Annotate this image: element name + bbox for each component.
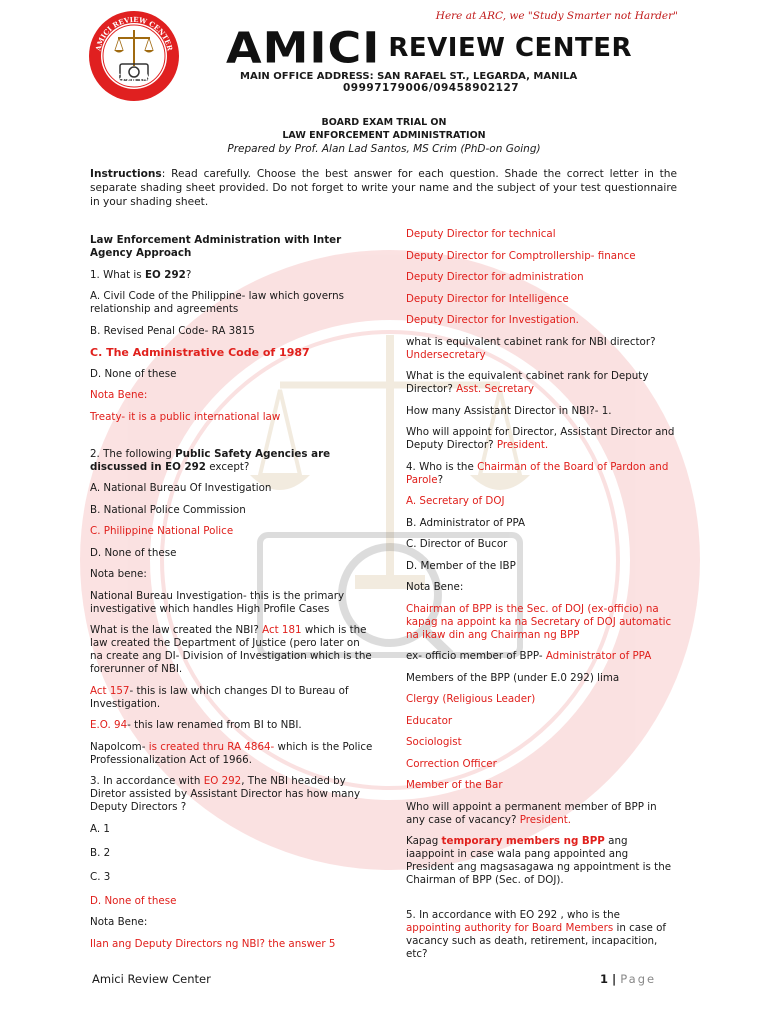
bpp-member-item: Member of the Bar xyxy=(406,779,503,791)
q4-option-c: C. Director of Bucor xyxy=(406,538,508,550)
tagline: Here at ARC, we "Study Smarter not Harder" xyxy=(435,10,678,22)
doc-title-line1: BOARD EXAM TRIAL ON xyxy=(321,117,447,128)
nota-bene-text: National Bureau Investigation- this is the primary investigative which handles High Profile Cases xyxy=(90,589,345,615)
nota-bene-label: Nota Bene: xyxy=(406,581,464,593)
nota-bene-text: Ilan ang Deputy Directors ng NBI? the answer 5 xyxy=(90,937,336,950)
q3-option-c: C. 3 xyxy=(90,870,111,883)
nota-bene-label: Nota bene: xyxy=(90,568,147,580)
letterhead xyxy=(88,10,678,102)
q2-option-d: D. None of these xyxy=(90,546,177,559)
seal-top-text: AMICI REVIEW CENTER xyxy=(93,14,175,52)
ex-officio-note: ex- officio member of BPP- Administrator of PPA xyxy=(406,650,652,662)
brand-main: AMICI xyxy=(226,23,381,73)
q4-option-a: A. Secretary of DOJ xyxy=(406,495,505,507)
q3-option-d: D. None of these xyxy=(90,894,177,907)
q4-option-d: D. Member of the IBP xyxy=(406,559,516,572)
eo94-note: E.O. 94- this law renamed from BI to NBI. xyxy=(90,719,302,731)
napolcom-note: Napolcom- is created thru RA 4864- which is the Police Professionalization Act of 1966. xyxy=(90,740,373,766)
nota-bene-text: Chairman of BPP is the Sec. of DOJ (ex-officio) na kapag na appoint ka na Secretary of DOJ automatic na ikaw din ang Chairman ng BPP xyxy=(406,602,672,641)
deputy-director-item: Deputy Director for Comptrollership- finance xyxy=(406,249,636,262)
instructions-text: : Read carefully. Choose the best answer for each question. Shade the correct letter in the separate shading sheet provided. Do not forget to write your name and the subject of your test questionnaire in your shading sheet. xyxy=(90,168,677,208)
q3-option-b: B. 2 xyxy=(90,846,111,859)
nbi-law-note: What is the law created the NBI? Act 181 which is the law created the Department of Justice (pero later on na create ang DI- Division of Investigation which is the forerunner of NBI. xyxy=(90,624,372,675)
q3-question: 3. In accordance with EO 292, The NBI headed by Diretor assisted by Assistant Director has how many Deputy Directors ? xyxy=(90,775,361,813)
section-title: Law Enforcement Administration with Inter Agency Approach xyxy=(90,234,342,259)
q4-option-b: B. Administrator of PPA xyxy=(406,516,526,529)
prepared-by: Prepared by Prof. Alan Lad Santos, MS Crim (PhD-on Going) xyxy=(227,143,541,155)
deputy-director-item: Deputy Director for Intelligence xyxy=(406,292,569,305)
cabinet-rank-deputy: What is the equivalent cabinet rank for Deputy Director? Asst. Secretary xyxy=(406,370,649,395)
seal-bottom-text: OFFICIAL xyxy=(114,71,154,86)
q1-option-a: A. Civil Code of the Philippine- law which governs relationship and agreements xyxy=(90,290,344,315)
deputy-director-item: Deputy Director for technical xyxy=(406,228,556,240)
q2-option-a: A. National Bureau Of Investigation xyxy=(90,482,272,494)
bpp-member-item: Educator xyxy=(406,714,453,727)
q2-option-b: B. National Police Commission xyxy=(90,503,246,516)
q1-option-d: D. None of these xyxy=(90,367,177,380)
footer-brand: Amici Review Center xyxy=(92,972,211,986)
nota-bene-label: Nota Bene: xyxy=(90,916,148,928)
bpp-member-item: Correction Officer xyxy=(406,757,497,770)
instructions-label: Instructions xyxy=(90,168,162,180)
q2-question: 2. The following Public Safety Agencies are discussed in EO 292 except? xyxy=(90,447,331,473)
deputy-director-item: Deputy Director for administration xyxy=(406,271,584,283)
bpp-members-heading: Members of the BPP (under E.0 292) lima xyxy=(406,671,620,684)
left-column xyxy=(90,228,375,959)
appointing-authority-note: Who will appoint for Director, Assistant Director and Deputy Director? President. xyxy=(406,426,675,451)
amici-seal-logo xyxy=(88,10,180,102)
nota-bene-text: Treaty- it is a public international law xyxy=(90,410,281,423)
q2-option-c: C. Philippine National Police xyxy=(90,525,234,537)
q5-question: 5. In accordance with EO 292 , who is the appointing authority for Board Members in case of vacancy such as death, retirement, incapacition, etc? xyxy=(406,909,666,960)
q1-option-c: C. The Administrative Code of 1987 xyxy=(90,346,310,359)
phone-numbers: 09997179006/09458902127 xyxy=(343,82,520,94)
q4-question: 4. Who is the Chairman of the Board of Pardon and Parole? xyxy=(406,460,669,486)
brand-sub: REVIEW CENTER xyxy=(388,33,633,63)
office-address: MAIN OFFICE ADDRESS: SAN RAFAEL ST., LEGARDA, MANILA xyxy=(240,71,578,82)
act157-note: Act 157- this is law which changes DI to Bureau of Investigation. xyxy=(90,684,349,710)
instructions xyxy=(90,167,677,209)
assistant-director-count: How many Assistant Director in NBI?- 1. xyxy=(406,404,612,417)
q1-option-b: B. Revised Penal Code- RA 3815 xyxy=(90,324,255,337)
bpp-member-item: Clergy (Religious Leader) xyxy=(406,693,536,705)
q3-option-a: A. 1 xyxy=(90,822,110,835)
bpp-member-item: Sociologist xyxy=(406,736,462,748)
temporary-members-note: Kapag temporary members ng BPP ang iaappoint in case wala pang appointed ang President ang magsasagawa ng appointment is the Chairman of BPP (Sec. of DOJ). xyxy=(406,835,672,886)
q1-question: 1. What is EO 292? xyxy=(90,268,192,281)
deputy-director-item: Deputy Director for Investigation. xyxy=(406,314,579,326)
doc-title-line2: LAW ENFORCEMENT ADMINISTRATION xyxy=(282,130,486,141)
nota-bene-label: Nota Bene: xyxy=(90,389,148,401)
page-number: 1 | Page xyxy=(600,972,657,986)
right-column xyxy=(406,228,678,970)
cabinet-rank-director: what is equivalent cabinet rank for NBI director? Undersecretary xyxy=(406,335,656,361)
vacancy-note: Who will appoint a permanent member of BPP in any case of vacancy? President. xyxy=(406,800,657,826)
brand-wordmark xyxy=(226,23,633,73)
